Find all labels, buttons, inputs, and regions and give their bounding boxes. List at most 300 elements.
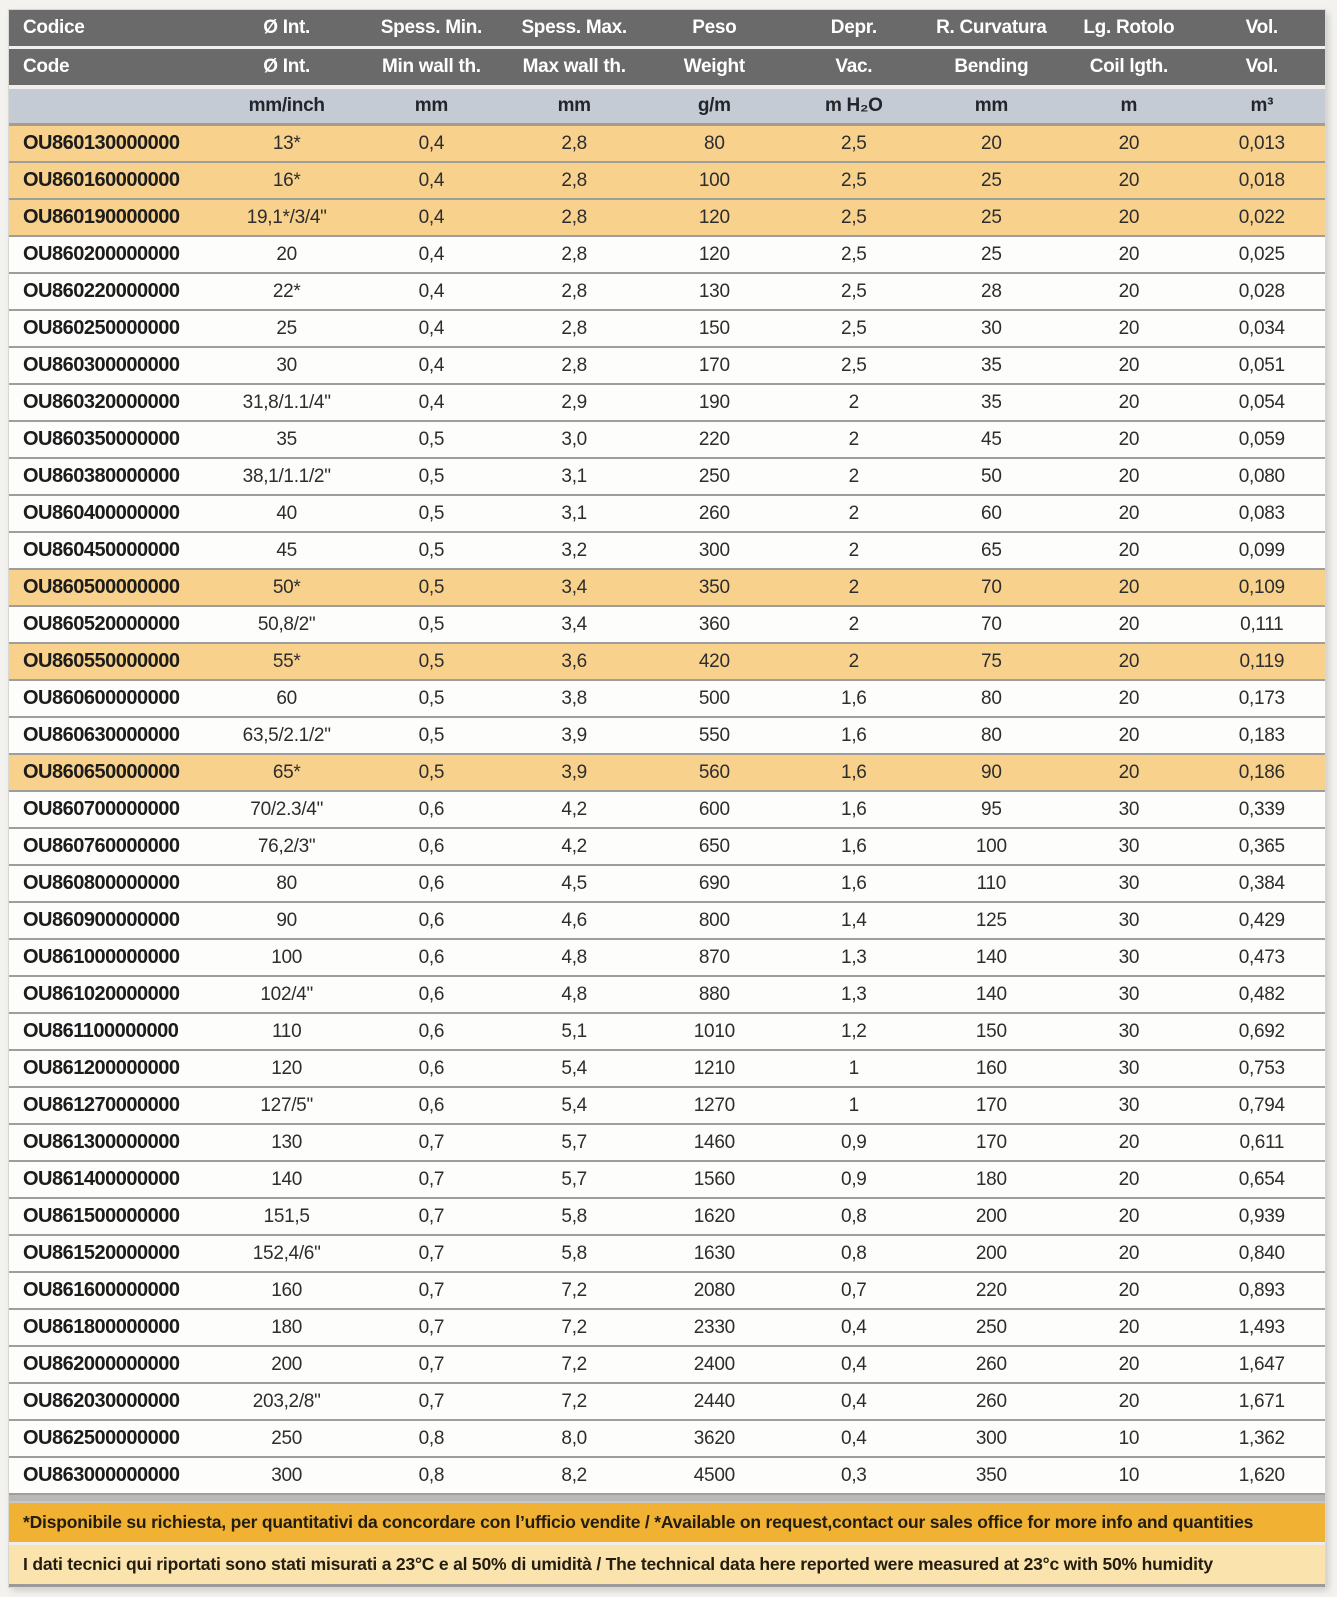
value-cell: 0,3	[841, 1464, 867, 1486]
value-cell: 0,6	[418, 983, 445, 1005]
value-cell: 170	[975, 1131, 1007, 1153]
value-cell: 5,8	[561, 1205, 587, 1227]
table-row	[9, 1272, 1325, 1309]
value-cell: 20	[1118, 317, 1140, 339]
value-cell: 0,5	[418, 428, 445, 450]
value-cell: 30	[1118, 983, 1140, 1005]
value-cell: 20	[1118, 1242, 1140, 1264]
value-cell: 65*	[272, 761, 301, 783]
value-cell: 180	[975, 1168, 1007, 1190]
value-cell: 130	[271, 1131, 303, 1153]
value-cell: 1630	[693, 1242, 735, 1264]
value-cell: 0,611	[1239, 1131, 1285, 1153]
value-cell: 0,4	[841, 1316, 867, 1338]
value-cell: 0,8	[418, 1464, 445, 1486]
value-cell: 0,4	[418, 280, 445, 302]
value-cell: 80	[704, 132, 725, 154]
value-cell: 3620	[693, 1427, 735, 1449]
table-row	[9, 1161, 1325, 1198]
code-cell: OU861600000000	[23, 1279, 180, 1301]
value-cell: 120	[698, 243, 730, 265]
value-cell: 7,2	[561, 1390, 587, 1412]
value-cell: 20	[1118, 687, 1140, 709]
value-cell: 0,5	[418, 502, 445, 524]
value-cell: 1560	[693, 1168, 735, 1190]
code-cell: OU861300000000	[23, 1131, 180, 1153]
column-header: Weight	[645, 48, 784, 88]
value-cell: 90	[276, 909, 297, 931]
value-cell: 100	[271, 946, 303, 968]
value-cell: 0,4	[418, 243, 445, 265]
value-cell: 0,365	[1238, 835, 1285, 857]
value-cell: 1,6	[841, 872, 867, 894]
value-cell: 0,5	[418, 724, 445, 746]
value-cell: 70	[981, 613, 1002, 635]
value-cell: 5,4	[561, 1057, 587, 1079]
code-cell: OU861270000000	[23, 1094, 180, 1116]
column-header: Codice	[9, 10, 214, 48]
value-cell: 260	[698, 502, 730, 524]
value-cell: 127/5"	[260, 1094, 313, 1116]
table-row	[9, 1087, 1325, 1124]
value-cell: 30	[1118, 798, 1140, 820]
value-cell: 0,034	[1238, 317, 1285, 339]
value-cell: 0,6	[418, 946, 445, 968]
value-cell: 0,083	[1238, 502, 1285, 524]
value-cell: 38,1/1.1/2"	[242, 465, 331, 487]
table-row	[9, 1235, 1325, 1272]
value-cell: 2,8	[561, 132, 587, 154]
table-row	[9, 458, 1325, 495]
header-row	[9, 10, 1325, 48]
table-row	[9, 569, 1325, 606]
value-cell: 110	[271, 1020, 302, 1042]
value-cell: 0,5	[418, 650, 445, 672]
value-cell: 25	[276, 317, 297, 339]
value-cell: 550	[698, 724, 730, 746]
code-cell: OU860500000000	[23, 576, 180, 598]
value-cell: 1460	[693, 1131, 735, 1153]
value-cell: 8,0	[561, 1427, 587, 1449]
value-cell: 30	[981, 317, 1002, 339]
table-header	[9, 10, 1325, 125]
value-cell: 80	[981, 724, 1002, 746]
value-cell: 30	[276, 354, 297, 376]
value-cell: 3,2	[561, 539, 587, 561]
code-cell: OU861200000000	[23, 1057, 180, 1079]
value-cell: 0,6	[418, 798, 445, 820]
code-cell: OU860700000000	[23, 798, 180, 820]
value-cell: 1,671	[1238, 1390, 1285, 1412]
value-cell: 35	[981, 391, 1002, 413]
value-cell: 25	[981, 243, 1002, 265]
value-cell: 20	[1118, 132, 1140, 154]
value-cell: 2,8	[561, 169, 587, 191]
value-cell: 0,8	[841, 1242, 867, 1264]
value-cell: 7,2	[561, 1316, 587, 1338]
table-row	[9, 680, 1325, 717]
code-cell: OU861100000000	[23, 1020, 179, 1042]
value-cell: 1210	[693, 1057, 735, 1079]
value-cell: 0,6	[418, 872, 445, 894]
value-cell: 4,2	[561, 835, 587, 857]
code-cell: OU861400000000	[23, 1168, 180, 1190]
value-cell: 20	[1118, 1316, 1140, 1338]
table-row	[9, 1124, 1325, 1161]
value-cell: 152,4/6"	[252, 1242, 321, 1264]
value-cell: 20	[1118, 1390, 1140, 1412]
value-cell: 2	[848, 391, 859, 413]
value-cell: 0,4	[418, 206, 445, 228]
value-cell: 600	[698, 798, 730, 820]
value-cell: 160	[271, 1279, 303, 1301]
code-cell: OU860220000000	[23, 280, 180, 302]
value-cell: 70	[981, 576, 1002, 598]
value-cell: 30	[1118, 1094, 1140, 1116]
value-cell: 170	[698, 354, 730, 376]
code-cell: OU861500000000	[23, 1205, 180, 1227]
value-cell: 2440	[693, 1390, 735, 1412]
value-cell: 10	[1118, 1427, 1140, 1449]
value-cell: 350	[698, 576, 730, 598]
value-cell: 1,6	[841, 687, 867, 709]
column-header: Spess. Min.	[359, 10, 504, 48]
value-cell: 102/4"	[260, 983, 313, 1005]
code-cell: OU860250000000	[23, 317, 180, 339]
code-cell: OU860900000000	[23, 909, 180, 931]
value-cell: 0,054	[1238, 391, 1285, 413]
value-cell: 20	[1118, 761, 1140, 783]
table-row	[9, 1198, 1325, 1235]
value-cell: 0,4	[418, 391, 445, 413]
table-row	[9, 791, 1325, 828]
value-cell: 250	[975, 1316, 1007, 1338]
value-cell: 3,1	[561, 465, 587, 487]
column-header: R. Curvatura	[924, 10, 1060, 48]
value-cell: 870	[698, 946, 730, 968]
value-cell: 2330	[693, 1316, 735, 1338]
value-cell: 0,8	[841, 1205, 867, 1227]
column-header: Spess. Max.	[504, 10, 645, 48]
value-cell: 0,111	[1240, 613, 1284, 635]
unit-cell: m H₂O	[784, 87, 923, 125]
value-cell: 63,5/2.1/2"	[242, 724, 331, 746]
value-cell: 1,6	[841, 761, 867, 783]
value-cell: 2	[848, 502, 859, 524]
table-row	[9, 643, 1325, 680]
value-cell: 2,8	[561, 317, 587, 339]
value-cell: 4,2	[561, 798, 587, 820]
value-cell: 0,059	[1238, 428, 1285, 450]
value-cell: 5,4	[561, 1094, 587, 1116]
value-cell: 0,5	[418, 761, 445, 783]
value-cell: 90	[981, 761, 1002, 783]
value-cell: 7,2	[561, 1279, 587, 1301]
value-cell: 45	[981, 428, 1002, 450]
value-cell: 0,5	[418, 576, 445, 598]
value-cell: 880	[698, 983, 730, 1005]
table-row	[9, 976, 1325, 1013]
column-header: Vol.	[1199, 48, 1325, 88]
value-cell: 1	[848, 1094, 859, 1116]
value-cell: 2	[848, 576, 859, 598]
value-cell: 1,493	[1238, 1316, 1285, 1338]
value-cell: 0,339	[1238, 798, 1285, 820]
value-cell: 80	[981, 687, 1002, 709]
value-cell: 0,429	[1238, 909, 1285, 931]
value-cell: 50*	[272, 576, 301, 598]
value-cell: 0,099	[1238, 539, 1285, 561]
value-cell: 250	[271, 1427, 303, 1449]
column-header: Ø Int.	[214, 48, 359, 88]
value-cell: 70/2.3/4"	[250, 798, 324, 820]
value-cell: 20	[1118, 428, 1140, 450]
value-cell: 2,5	[841, 169, 867, 191]
value-cell: 250	[698, 465, 730, 487]
units-row	[9, 87, 1325, 125]
table-row	[9, 1013, 1325, 1050]
code-cell: OU861000000000	[23, 946, 180, 968]
column-header: Bending	[924, 48, 1060, 88]
value-cell: 35	[981, 354, 1002, 376]
value-cell: 2,5	[841, 354, 867, 376]
value-cell: 190	[698, 391, 730, 413]
value-cell: 2,8	[561, 280, 587, 302]
code-cell: OU860300000000	[23, 354, 180, 376]
table-row	[9, 902, 1325, 939]
code-cell: OU860450000000	[23, 539, 180, 561]
value-cell: 0,6	[418, 835, 445, 857]
value-cell: 20	[1118, 613, 1140, 635]
code-cell: OU860350000000	[23, 428, 180, 450]
value-cell: 3,6	[561, 650, 587, 672]
value-cell: 2,5	[841, 132, 867, 154]
value-cell: 4,8	[561, 983, 587, 1005]
value-cell: 140	[975, 983, 1007, 1005]
value-cell: 3,0	[561, 428, 587, 450]
value-cell: 200	[271, 1353, 303, 1375]
code-cell: OU861520000000	[23, 1242, 180, 1264]
value-cell: 30	[1118, 909, 1140, 931]
value-cell: 3,1	[561, 502, 587, 524]
value-cell: 30	[1118, 1057, 1140, 1079]
code-cell: OU860760000000	[23, 835, 180, 857]
table-row	[9, 865, 1325, 902]
value-cell: 25	[981, 206, 1002, 228]
value-cell: 20	[1118, 169, 1140, 191]
code-cell: OU860200000000	[23, 243, 180, 265]
value-cell: 120	[698, 206, 730, 228]
value-cell: 300	[975, 1427, 1007, 1449]
value-cell: 0,7	[418, 1205, 445, 1227]
value-cell: 20	[1118, 280, 1140, 302]
value-cell: 20	[981, 132, 1002, 154]
value-cell: 260	[975, 1390, 1007, 1412]
value-cell: 0,384	[1238, 872, 1285, 894]
value-cell: 0,7	[418, 1316, 445, 1338]
value-cell: 0,051	[1238, 354, 1285, 376]
value-cell: 20	[1118, 1168, 1140, 1190]
column-header: Depr.	[784, 10, 923, 48]
column-header: Code	[9, 48, 214, 88]
value-cell: 30	[1118, 946, 1140, 968]
table-row	[9, 1346, 1325, 1383]
value-cell: 650	[698, 835, 730, 857]
value-cell: 7,2	[561, 1353, 587, 1375]
table-row	[9, 125, 1325, 163]
code-cell: OU860600000000	[23, 687, 180, 709]
value-cell: 5,1	[561, 1020, 587, 1042]
value-cell: 95	[981, 798, 1002, 820]
value-cell: 560	[698, 761, 730, 783]
value-cell: 60	[276, 687, 297, 709]
value-cell: 100	[698, 169, 730, 191]
value-cell: 420	[698, 650, 730, 672]
value-cell: 28	[981, 280, 1002, 302]
value-cell: 300	[271, 1464, 303, 1486]
value-cell: 150	[975, 1020, 1007, 1042]
code-cell: OU860550000000	[23, 650, 180, 672]
column-header: Lg. Rotolo	[1059, 10, 1198, 48]
value-cell: 2	[848, 465, 859, 487]
value-cell: 1,2	[841, 1020, 867, 1042]
value-cell: 30	[1118, 872, 1140, 894]
column-header: Vac.	[784, 48, 923, 88]
value-cell: 2,5	[841, 243, 867, 265]
value-cell: 20	[1118, 1205, 1140, 1227]
value-cell: 1,362	[1238, 1427, 1285, 1449]
value-cell: 800	[698, 909, 730, 931]
value-cell: 20	[1118, 539, 1140, 561]
value-cell: 2,5	[841, 317, 867, 339]
value-cell: 160	[975, 1057, 1007, 1079]
column-header: Coil lgth.	[1059, 48, 1198, 88]
value-cell: 1,6	[841, 835, 867, 857]
value-cell: 5,7	[561, 1131, 587, 1153]
value-cell: 300	[698, 539, 730, 561]
code-cell: OU860380000000	[23, 465, 180, 487]
column-header: Vol.	[1199, 10, 1325, 48]
column-header: Max wall th.	[504, 48, 645, 88]
table-row	[9, 347, 1325, 384]
value-cell: 10	[1118, 1464, 1140, 1486]
header-row	[9, 48, 1325, 88]
value-cell: 0,4	[841, 1353, 867, 1375]
footnote-availability: *Disponibile su richiesta, per quantitativi da concordare con l’ufficio vendite / *Available on request,contact our sales office for more info and quantities	[9, 1501, 1325, 1545]
value-cell: 220	[698, 428, 730, 450]
value-cell: 0,753	[1238, 1057, 1285, 1079]
value-cell: 0,4	[841, 1427, 867, 1449]
value-cell: 0,4	[418, 354, 445, 376]
column-header: Min wall th.	[359, 48, 504, 88]
table-row	[9, 236, 1325, 273]
value-cell: 35	[276, 428, 297, 450]
value-cell: 0,022	[1238, 206, 1285, 228]
value-cell: 0,482	[1238, 983, 1285, 1005]
value-cell: 76,2/3"	[257, 835, 316, 857]
footnote-measurement-conditions: I dati tecnici qui riportati sono stati misurati a 23°C e al 50% di umidità / The technical data here reported were measured at 23°c with 50% humidity	[9, 1545, 1325, 1587]
value-cell: 140	[975, 946, 1007, 968]
value-cell: 0,7	[418, 1168, 445, 1190]
value-cell: 2080	[693, 1279, 735, 1301]
value-cell: 110	[976, 872, 1007, 894]
value-cell: 0,7	[418, 1131, 445, 1153]
value-cell: 0,7	[418, 1279, 445, 1301]
value-cell: 2	[848, 650, 859, 672]
value-cell: 2,8	[561, 206, 587, 228]
value-cell: 0,7	[418, 1242, 445, 1264]
value-cell: 0,025	[1238, 243, 1285, 265]
code-cell: OU861020000000	[23, 983, 180, 1005]
value-cell: 0,4	[841, 1390, 867, 1412]
value-cell: 1,647	[1238, 1353, 1285, 1375]
value-cell: 0,794	[1238, 1094, 1285, 1116]
value-cell: 20	[1118, 1131, 1140, 1153]
value-cell: 0,183	[1238, 724, 1285, 746]
value-cell: 170	[975, 1094, 1007, 1116]
table-row	[9, 754, 1325, 791]
table-row	[9, 828, 1325, 865]
value-cell: 3,4	[561, 576, 587, 598]
value-cell: 2,8	[561, 243, 587, 265]
code-cell: OU862500000000	[23, 1427, 180, 1449]
value-cell: 203,2/8"	[252, 1390, 321, 1412]
value-cell: 0,5	[418, 687, 445, 709]
table-row	[9, 421, 1325, 458]
code-cell: OU860400000000	[23, 502, 180, 524]
value-cell: 200	[975, 1205, 1007, 1227]
code-cell: OU862030000000	[23, 1390, 180, 1412]
table-row	[9, 162, 1325, 199]
value-cell: 220	[975, 1279, 1007, 1301]
value-cell: 16*	[272, 169, 301, 191]
table-body	[9, 125, 1325, 1495]
code-cell: OU860650000000	[23, 761, 180, 783]
value-cell: 0,6	[418, 1020, 445, 1042]
value-cell: 1,3	[841, 946, 867, 968]
value-cell: 0,6	[418, 909, 445, 931]
value-cell: 20	[1118, 243, 1140, 265]
code-cell: OU860520000000	[23, 613, 180, 635]
value-cell: 690	[698, 872, 730, 894]
code-cell: OU860190000000	[23, 206, 180, 228]
value-cell: 5,8	[561, 1242, 587, 1264]
value-cell: 1	[848, 1057, 859, 1079]
code-cell: OU860800000000	[23, 872, 180, 894]
unit-cell: mm	[924, 87, 1060, 125]
value-cell: 20	[1118, 650, 1140, 672]
value-cell: 1,4	[841, 909, 867, 931]
value-cell: 2	[848, 428, 859, 450]
value-cell: 0,840	[1238, 1242, 1285, 1264]
value-cell: 0,7	[841, 1279, 867, 1301]
value-cell: 80	[276, 872, 297, 894]
value-cell: 0,7	[418, 1390, 445, 1412]
value-cell: 1,620	[1238, 1464, 1285, 1486]
value-cell: 500	[698, 687, 730, 709]
value-cell: 30	[1118, 835, 1140, 857]
value-cell: 20	[1118, 1353, 1140, 1375]
value-cell: 3,8	[561, 687, 587, 709]
unit-cell: g/m	[645, 87, 784, 125]
table-row	[9, 384, 1325, 421]
table-row	[9, 310, 1325, 347]
value-cell: 0,186	[1238, 761, 1285, 783]
value-cell: 130	[698, 280, 730, 302]
value-cell: 200	[975, 1242, 1007, 1264]
value-cell: 360	[698, 613, 730, 635]
value-cell: 0,028	[1238, 280, 1285, 302]
